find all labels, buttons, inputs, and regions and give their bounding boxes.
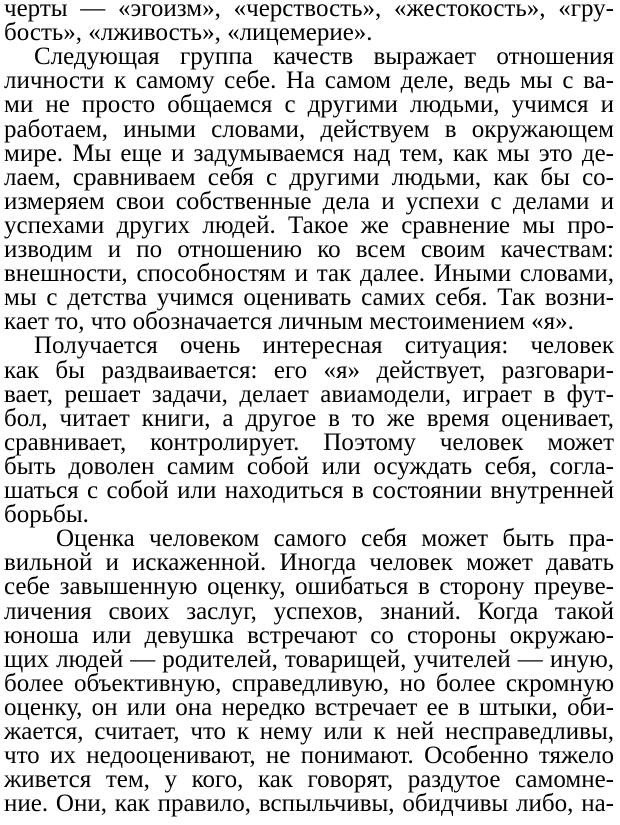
text-line: измеряем свои собственные дела и успехи с делами и <box>4 187 614 215</box>
text-line: юноша или девушка встречают со стороны окружаю- <box>4 621 614 649</box>
text-line: шаться с собой или находиться в состоянии внутренней <box>4 477 614 504</box>
text-line: жается, считает, что к нему или к ней несправедливы, <box>4 718 614 745</box>
text-line: лаем, сравниваем себя с другими людьми, как бы со- <box>4 163 614 191</box>
text-line: работаем, иными словами, действуем в окружающем <box>4 115 614 143</box>
text-line: Следующая группа качеств выражает отношения <box>34 43 614 71</box>
text-line: вильной и искаженной. Иногда человек может давать <box>4 549 614 577</box>
text-line: борьбы. <box>4 501 89 529</box>
text-line: сравнивает, контролирует. Поэтому человек может <box>4 428 614 456</box>
text-line: черты — «эгоизм», «черствость», «жестокость», «гру- <box>4 0 614 22</box>
text-line: мире. Мы еще и задумываемся над тем, как мы это де- <box>4 139 614 167</box>
text-line: Оценка человеком самого себя может быть пра- <box>56 525 614 553</box>
text-line: бость», «лживость», «лицемерие». <box>4 19 373 47</box>
text-line: успехами других людей. Такое же сравнение мы про- <box>4 211 614 239</box>
text-line: ние. Они, как правило, вспыльчивы, обидчивы либо, на- <box>4 790 614 818</box>
text-line: личности к самому себе. На самом деле, ведь мы с ва- <box>4 67 614 95</box>
text-line: ми не просто общаемся с другими людьми, учимся и <box>4 91 614 119</box>
text-line: себе завышенную оценку, ошибаться в сторону преуве- <box>4 573 614 601</box>
text-line: щих людей — родителей, товарищей, учителей — иную, <box>4 645 614 673</box>
text-line: быть доволен самим собой или осуждать себя, согла- <box>4 452 614 480</box>
text-line: живется тем, у кого, как говорят, раздутое самомне- <box>4 766 614 794</box>
text-line: Получается очень интересная ситуация: человек <box>34 332 614 360</box>
text-line: вает, решает задачи, делает авиамодели, играет в фут- <box>4 380 614 408</box>
text-line: как бы раздваивается: его «я» действует, разговари- <box>4 356 614 384</box>
text-line: более объективную, справедливую, но более скромную <box>4 669 614 697</box>
text-line: оценку, он или она нередко встречает ее в штыки, оби- <box>4 693 614 721</box>
text-line: кает то, что обозначается личным местоимением «я». <box>4 308 574 336</box>
text-line: что их недооценивают, не понимают. Особенно тяжело <box>4 742 614 770</box>
text-line: внешности, способностям и так далее. Иными словами, <box>4 260 614 288</box>
text-line: мы с детства учимся оценивать самих себя. Так возни- <box>4 284 614 312</box>
text-line: личения своих заслуг, успехов, знаний. Когда такой <box>4 597 614 625</box>
text-line: изводим и по отношению ко всем своим качествам: <box>4 236 614 263</box>
text-line: бол, читает книги, а другое в то же время оценивает, <box>4 404 614 432</box>
